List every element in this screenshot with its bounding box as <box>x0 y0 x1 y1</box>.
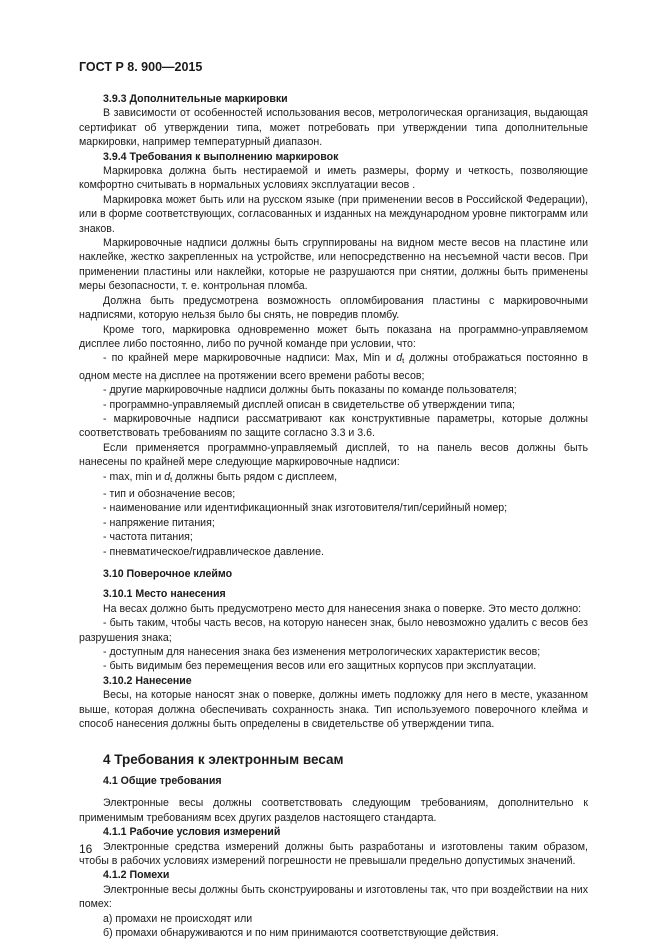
paragraph: Маркировка может быть или на русском языке (при применении весов в Российской Федерации), или в форме соответствующих, согласованных и изданных на международном уровне пиктограмм или знаков. <box>79 193 588 235</box>
list-item-text: - по крайней мере маркировочные надписи: Max, Min и <box>103 352 397 365</box>
document-id-header: ГОСТ Р 8. 900—2015 <box>79 60 203 74</box>
list-item: а) промахи не происходят или <box>103 912 253 925</box>
paragraph: Электронные весы должны быть сконструированы и изготовлены так, что при воздействии на них помех: <box>79 883 588 911</box>
paragraph: Электронные весы должны соответствовать следующим требованиям, дополнительно к применимым требованиям всех других разделов настоящего стандарта. <box>79 797 588 824</box>
page-number: 16 <box>79 842 93 856</box>
list-item: - быть видимым без перемещения весов или его защитных корпусов при эксплуатации. <box>103 660 537 673</box>
section-title-4-1-2: 4.1.2 Помехи <box>103 869 170 882</box>
section-title-3-10: 3.10 Поверочное клеймо <box>103 568 233 580</box>
document-body <box>79 92 588 940</box>
list-item: - другие маркировочные надписи должны быть показаны по команде пользователя; <box>103 384 517 397</box>
list-item: - тип и обозначение весов; <box>103 487 236 500</box>
chapter-title-4: 4 Требования к электронным весам <box>103 752 344 768</box>
paragraph: Должна быть предусмотрена возможность опломбирования пластины с маркировочными надписями, которую нельзя было бы снять, не повредив пломбу. <box>79 294 588 322</box>
subscript-t: t <box>170 474 173 484</box>
paragraph: Маркировка должна быть нестираемой и иметь размеры, форму и четкость, позволяющие комфортно считывать в нормальных условиях эксплуатации весов . <box>79 165 588 192</box>
list-item: - программно-управляемый дисплей описан в свидетельстве об утверждении типа; <box>103 398 515 411</box>
section-title-3-10-2: 3.10.2 Нанесение <box>103 674 192 687</box>
section-title-3-9-3: 3.9.3 Дополнительные маркировки <box>103 93 288 105</box>
list-item: - напряжение питания; <box>103 516 215 529</box>
list-item <box>79 470 588 487</box>
list-item: - доступным для нанесения знака без изменения метрологических характеристик весов; <box>103 646 541 659</box>
list-item: - маркировочные надписи рассматривают как конструктивные параметры, которые должны соответствовать требованиям по защите согласно 3.3 и 3.6. <box>79 412 588 440</box>
paragraph: Кроме того, маркировка одновременно может быть показана на программно-управляемом дисплее либо постоянно, либо по ручной команде при условии, что: <box>79 323 588 350</box>
list-item-text: - max, min и <box>103 470 165 483</box>
section-title-4-1-1: 4.1.1 Рабочие условия измерений <box>103 826 281 839</box>
variable-d: d <box>396 352 403 365</box>
list-item: - пневматическое/гидравлическое давление. <box>103 545 324 558</box>
paragraph: В зависимости от особенностей использования весов, метрологическая организация, выдающая сертификат об утверждении типа, может потребовать при утверждении типа дополнительные маркировки, например температурный диапазон. <box>79 107 588 149</box>
paragraph: Маркировочные надписи должны быть сгруппированы на видном месте весов на пластине или наклейке, жестко закрепленных на устройстве, или непосредственно на несъемной части весов. При применении пластины или наклейки, которые не разрушаются при снятии, должны быть применены меры безопасности, т. е. контрольная пломба. <box>79 237 588 293</box>
variable-d: d <box>164 470 171 483</box>
paragraph: Весы, на которые наносят знак о поверке, должны иметь подложку для него в месте, указанном выше, которая должна обеспечивать сохранность знака. Тип используемого поверочного клейма и способ нанесения должны быть определены в свидетельстве об утверждении типа. <box>79 689 588 731</box>
list-item: - наименование или идентификационный знак изготовителя/тип/серийный номер; <box>103 502 508 515</box>
paragraph: Электронные средства измерений должны быть разработаны и изготовлены таким образом, чтобы в рабочих условиях измерений погрешности не превышали предельно допустимых значений. <box>79 840 588 867</box>
section-title-3-9-4: 3.9.4 Требования к выполнению маркировок <box>103 150 339 163</box>
list-item-text: должны быть рядом с дисплеем, <box>172 470 338 483</box>
section-title-4-1: 4.1 Общие требования <box>103 774 222 787</box>
list-item-text: должны отображаться постоянно в одном месте на дисплее на протяжении всего времени работы весов; <box>79 352 588 382</box>
section-title-3-10-1: 3.10.1 Место нанесения <box>103 588 226 601</box>
list-item: - частота питания; <box>103 531 193 544</box>
subscript-t: t <box>402 356 405 366</box>
list-item: б) промахи обнаруживаются и по ним принимаются соответствующие действия. <box>103 926 499 939</box>
paragraph: Если применяется программно-управляемый дисплей, то на панель весов должны быть нанесены по крайней мере следующие маркировочные надписи: <box>79 441 588 469</box>
list-item: - быть таким, чтобы часть весов, на которую нанесен знак, было невозможно удалить с весов без разрушения знака; <box>79 617 588 644</box>
paragraph: На весах должно быть предусмотрено место для нанесения знака о поверке. Это место должно: <box>103 602 582 615</box>
list-item <box>79 351 588 383</box>
